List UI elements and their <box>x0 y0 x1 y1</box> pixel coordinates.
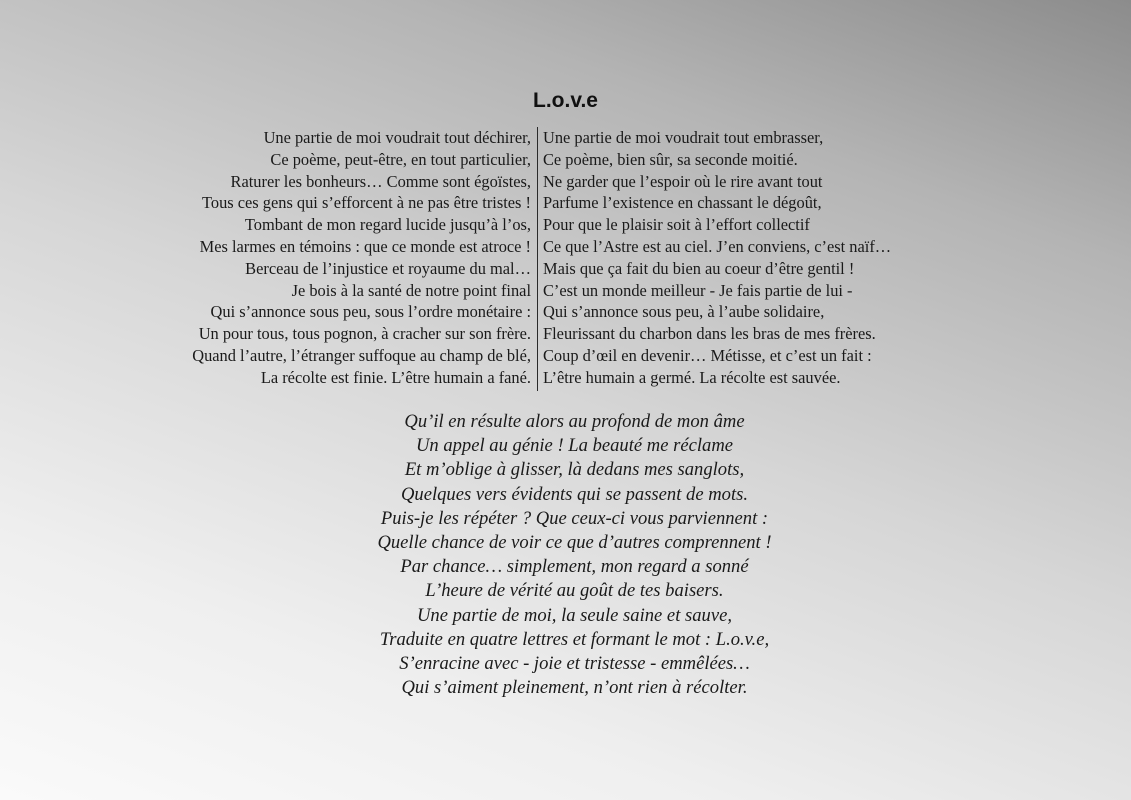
left-line: La récolte est finie. L’être humain a fané. <box>260 367 531 387</box>
stanza-line: Quelques vers évidents qui se passent de mots. <box>400 483 749 505</box>
right-line: Ne garder que l’espoir où le rire avant tout <box>543 171 823 191</box>
right-line: L’être humain a germé. La récolte est sauvée. <box>543 367 841 387</box>
stanza-line: Une partie de moi, la seule saine et sauve, <box>417 604 732 626</box>
left-line: Ce poème, peut-être, en tout particulier, <box>270 149 531 169</box>
poem-title: L.o.v.e <box>533 89 598 112</box>
right-line: Pour que le plaisir soit à l’effort collectif <box>543 215 810 235</box>
left-line: Un pour tous, tous pognon, à cracher sur son frère. <box>198 324 531 344</box>
left-line: Mes larmes en témoins : que ce monde est atroce ! <box>199 236 531 256</box>
left-line: Tombant de mon regard lucide jusqu’à l’os, <box>244 215 531 235</box>
right-line: Coup d’œil en devenir… Métisse, et c’est un fait : <box>543 345 872 365</box>
stanza-line: Par chance… simplement, mon regard a sonné <box>400 556 749 578</box>
left-line: Une partie de moi voudrait tout déchirer, <box>263 128 531 147</box>
stanza-line: Et m’oblige à glisser, là dedans mes sanglots, <box>404 459 745 481</box>
stanza-line: Traduite en quatre lettres et formant le mot : L.o.v.e, <box>379 628 770 650</box>
left-line: Raturer les bonheurs… Comme sont égoïstes, <box>230 171 531 191</box>
left-line: Je bois à la santé de notre point final <box>291 280 531 300</box>
stanza-line: Quelle chance de voir ce que d’autres comprennent ! <box>377 532 772 554</box>
stanza-line: S’enracine avec - joie et tristesse - emmêlées… <box>399 653 750 675</box>
left-column <box>192 127 531 389</box>
stanza-line: L’heure de vérité au goût de tes baisers. <box>425 580 724 602</box>
left-line: Quand l’autre, l’étranger suffoque au champ de blé, <box>192 345 531 365</box>
stanza-line: Puis-je les répéter ? Que ceux-ci vous parviennent : <box>380 507 769 529</box>
right-line: Fleurissant du charbon dans les bras de mes frères. <box>543 324 876 344</box>
stanza-line: Un appel au génie ! La beauté me réclame <box>415 435 734 457</box>
left-line: Tous ces gens qui s’efforcent à ne pas être tristes ! <box>202 193 531 213</box>
right-line: Qui s’annonce sous peu, à l’aube solidaire, <box>543 302 825 322</box>
right-line: Ce que l’Astre est au ciel. J’en conviens, c’est naïf… <box>543 236 892 256</box>
stanza-line: Qui s’aiment pleinement, n’ont rien à récolter. <box>401 677 748 699</box>
right-line: Mais que ça fait du bien au coeur d’être gentil ! <box>543 258 855 278</box>
left-line: Qui s’annonce sous peu, sous l’ordre monétaire : <box>210 302 531 322</box>
poem-columns <box>0 127 1131 391</box>
right-line: Une partie de moi voudrait tout embrasser, <box>543 128 824 147</box>
column-divider <box>537 127 538 391</box>
right-column <box>543 127 891 389</box>
right-line: Parfume l’existence en chassant le dégoût, <box>543 193 822 213</box>
right-line: Ce poème, bien sûr, sa seconde moitié. <box>543 149 798 169</box>
final-stanza <box>0 410 1131 700</box>
left-line: Berceau de l’injustice et royaume du mal… <box>245 258 531 278</box>
stanza-line: Qu’il en résulte alors au profond de mon âme <box>404 411 745 432</box>
right-line: C’est un monde meilleur - Je fais partie de lui - <box>543 280 853 300</box>
